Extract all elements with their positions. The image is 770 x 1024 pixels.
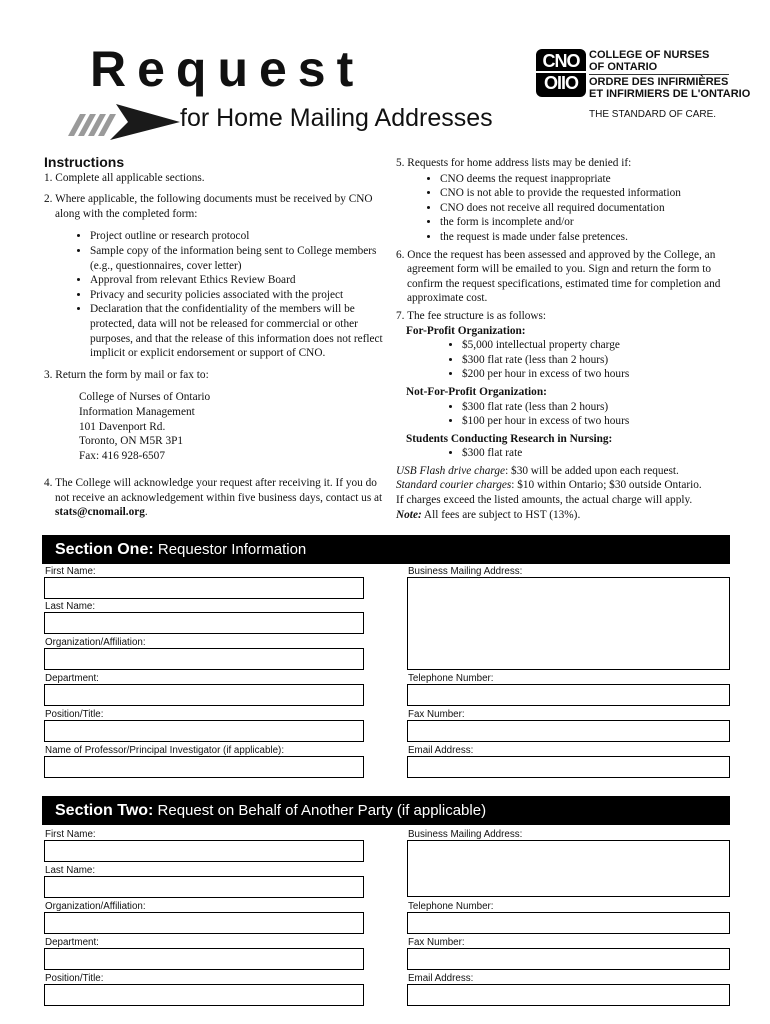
usb-charge: USB Flash drive charge: $30 will be added upon each request. <box>396 464 679 477</box>
other-department-label: Department: <box>45 937 99 948</box>
form-subtitle: for Home Mailing Addresses <box>180 104 493 132</box>
email-label: Email Address: <box>408 745 474 756</box>
email-field[interactable] <box>407 756 730 778</box>
instruction-3: 3. Return the form by mail or fax to: <box>44 368 209 381</box>
list-item: • the request is made under false pretences. <box>440 230 736 245</box>
other-organization-field[interactable] <box>44 912 364 934</box>
last-name-label: Last Name: <box>45 601 96 612</box>
other-first-name-label: First Name: <box>45 829 96 840</box>
telephone-field[interactable] <box>407 684 730 706</box>
department-label: Department: <box>45 673 99 684</box>
instruction-4: 4. The College will acknowledge your request after receiving it. If you do not receive an acknowledgement within five business days, contact us at stats@cnomail.org. <box>44 477 383 519</box>
fee-nonprofit-heading: Not-For-Profit Organization: <box>406 385 547 398</box>
other-organization-label: Organization/Affiliation: <box>45 901 146 912</box>
telephone-label: Telephone Number: <box>408 673 494 684</box>
list-item: • CNO deems the request inappropriate <box>440 172 736 187</box>
denial-reasons-list <box>396 172 736 245</box>
fee-nonprofit-list <box>396 400 736 429</box>
other-business-address-label: Business Mailing Address: <box>408 829 523 840</box>
other-department-field[interactable] <box>44 948 364 970</box>
required-documents-list <box>44 229 384 360</box>
list-item: • CNO does not receive all required documentation <box>440 201 736 216</box>
organization-field[interactable] <box>44 648 364 670</box>
business-address-field[interactable] <box>407 577 730 670</box>
list-item: • $300 flat rate (less than 2 hours) <box>462 353 736 368</box>
other-fax-field[interactable] <box>407 948 730 970</box>
exceed-charge: If charges exceed the listed amounts, the actual charge will apply. <box>396 494 693 507</box>
list-item: • Project outline or research protocol <box>90 229 384 244</box>
list-item: • $300 flat rate (less than 2 hours) <box>462 400 736 415</box>
instruction-5: 5. Requests for home address lists may be denied if: <box>396 157 632 169</box>
professor-label: Name of Professor/Principal Investigator (if applicable): <box>45 745 285 756</box>
organization-name: COLLEGE OF NURSES OF ONTARIO ORDRE DES INFIRMIÈRES ET INFIRMIERS DE L'ONTARIO <box>589 49 751 100</box>
fee-profit-heading: For-Profit Organization: <box>406 324 526 337</box>
position-label: Position/Title: <box>45 709 104 720</box>
fee-profit-list <box>396 338 736 382</box>
other-last-name-label: Last Name: <box>45 865 96 876</box>
fax-field[interactable] <box>407 720 730 742</box>
list-item: • $200 per hour in excess of two hours <box>462 367 736 382</box>
instructions-heading: Instructions <box>44 154 125 170</box>
fee-student-list <box>396 446 736 461</box>
list-item: • Privacy and security policies associated with the project <box>90 288 384 303</box>
arrow-graphic <box>62 100 180 142</box>
first-name-label: First Name: <box>45 566 96 577</box>
other-position-field[interactable] <box>44 984 364 1006</box>
section-two-header: Section Two: Request on Behalf of Another Party (if applicable) <box>42 796 730 825</box>
instruction-2: 2. Where applicable, the following documents must be received by CNO along with the completed form: <box>44 193 373 220</box>
other-email-label: Email Address: <box>408 973 474 984</box>
organization-label: Organization/Affiliation: <box>45 637 146 648</box>
tagline: THE STANDARD OF CARE. <box>589 109 717 120</box>
hst-note: Note: All fees are subject to HST (13%). <box>396 508 581 521</box>
fee-student-heading: Students Conducting Research in Nursing: <box>406 432 613 445</box>
list-item: • the form is incomplete and/or <box>440 215 736 230</box>
list-item: • CNO is not able to provide the requested information <box>440 186 736 201</box>
instructions-right <box>396 156 736 522</box>
department-field[interactable] <box>44 684 364 706</box>
other-position-label: Position/Title: <box>45 973 104 984</box>
last-name-field[interactable] <box>44 612 364 634</box>
instruction-6: 6. Once the request has been assessed and approved by the College, an agreement form will be emailed to you. Sign and return the form to confirm the request specifications, estimated time for completion and approximate cost. <box>396 248 721 305</box>
business-address-label: Business Mailing Address: <box>408 566 523 577</box>
return-address: College of Nurses of Ontario Information Management 101 Davenport Rd. Toronto, ON M5R 3P1 Fax: 416 928-6507 <box>79 391 211 462</box>
instruction-1: 1. Complete all applicable sections. <box>44 171 205 184</box>
other-first-name-field[interactable] <box>44 840 364 862</box>
instructions-left <box>44 155 384 520</box>
other-telephone-label: Telephone Number: <box>408 901 494 912</box>
form-title: Request <box>90 41 365 97</box>
other-telephone-field[interactable] <box>407 912 730 934</box>
other-business-address-field[interactable] <box>407 840 730 897</box>
list-item: • $100 per hour in excess of two hours <box>462 414 736 429</box>
instruction-7: 7. The fee structure is as follows: <box>396 309 547 322</box>
list-item: • Approval from relevant Ethics Review Board <box>90 273 384 288</box>
cno-logo: CNO OIIO <box>536 49 586 97</box>
list-item: • Declaration that the confidentiality of the members will be protected, data will not be released for commercial or other purposes, and that the release of this information does not reflect implicit or explicit endorsement or support of CNO. <box>90 302 384 360</box>
courier-charge: Standard courier charges: $10 within Ontario; $30 outside Ontario. <box>396 479 702 492</box>
list-item: • $5,000 intellectual property charge <box>462 338 736 353</box>
list-item: • Sample copy of the information being sent to College members (e.g., questionnaires, cover letter) <box>90 244 384 273</box>
first-name-field[interactable] <box>44 577 364 599</box>
other-last-name-field[interactable] <box>44 876 364 898</box>
contact-email[interactable]: stats@cnomail.org <box>55 506 145 519</box>
fax-label: Fax Number: <box>408 709 465 720</box>
professor-field[interactable] <box>44 756 364 778</box>
other-email-field[interactable] <box>407 984 730 1006</box>
position-field[interactable] <box>44 720 364 742</box>
list-item: • $300 flat rate <box>462 446 736 461</box>
section-one-header: Section One: Requestor Information <box>42 535 730 564</box>
other-fax-label: Fax Number: <box>408 937 465 948</box>
